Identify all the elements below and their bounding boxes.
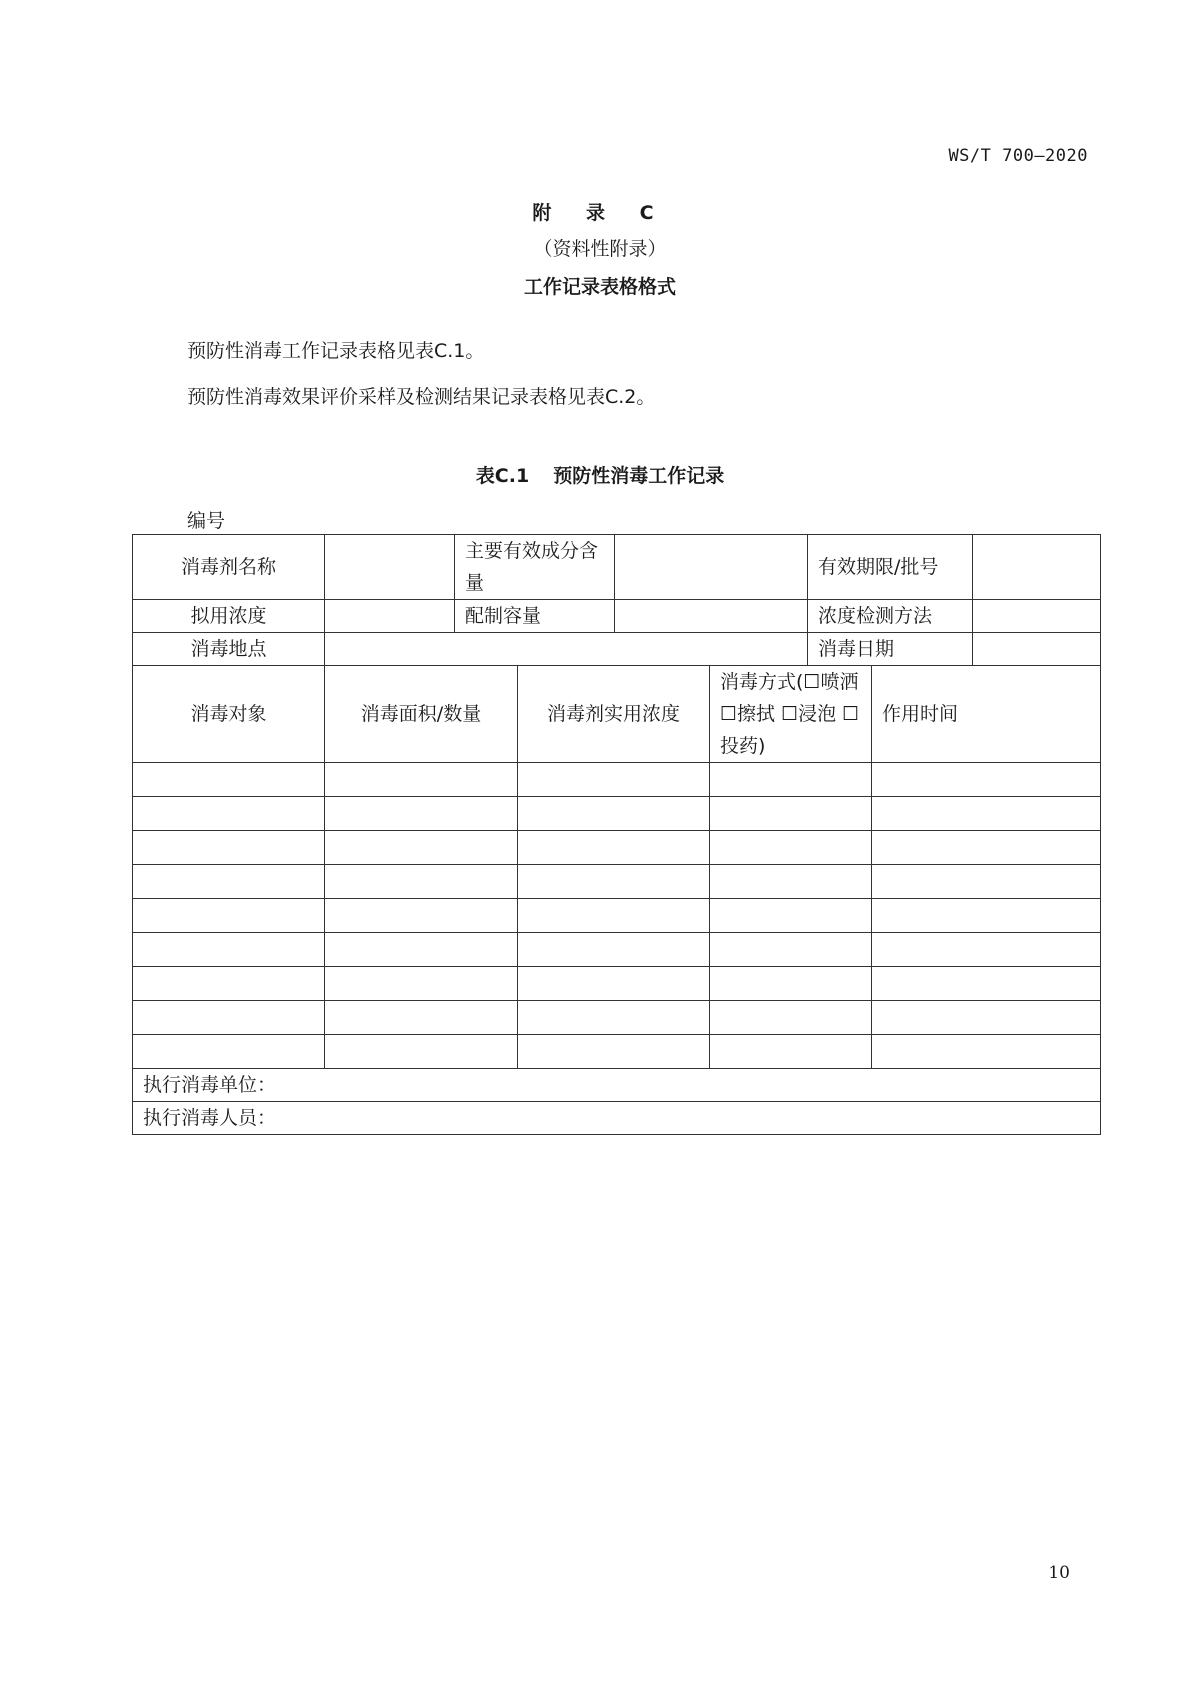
table-cell [325,763,518,797]
table-cell [710,797,872,831]
table-cell [872,797,1101,831]
table-cell [133,1035,325,1069]
table-cell [325,865,518,899]
value-date [973,633,1101,666]
table-row [133,899,1101,933]
paragraph: 预防性消毒工作记录表格见表C.1。 [187,340,485,362]
table-row [133,933,1101,967]
table-row [133,1001,1101,1035]
table-cell [133,933,325,967]
table-row [133,797,1101,831]
col-header-actual-concentration: 消毒剂实用浓度 [518,666,710,763]
serial-number-label: 编号 [187,510,226,532]
col-header-area: 消毒面积/数量 [325,666,518,763]
table-cell [518,763,710,797]
disinfection-record-table [132,534,1101,1135]
paragraph: 预防性消毒效果评价采样及检测结果记录表格见表C.2。 [187,386,656,408]
table-cell [518,865,710,899]
table-cell [325,831,518,865]
table-row [133,967,1101,1001]
appendix-subtitle: （资料性附录） [533,238,667,260]
table-cell [872,865,1101,899]
table-cell [133,1001,325,1035]
table-cell [518,933,710,967]
standard-code: WS/T 700—2020 [948,146,1088,166]
table-cell [518,1001,710,1035]
table-row [133,1102,1101,1135]
table-row [133,633,1101,666]
table-row [133,1035,1101,1069]
table-cell [710,1001,872,1035]
table-header-row [133,666,1101,763]
label-disinfectant-name: 消毒剂名称 [133,535,325,600]
table-cell [325,933,518,967]
footer-unit: 执行消毒单位： [133,1069,1101,1102]
table-cell [872,899,1101,933]
table-cell [133,967,325,1001]
label-date: 消毒日期 [808,633,973,666]
table-cell [518,967,710,1001]
table-cell [710,1035,872,1069]
table-cell [325,967,518,1001]
table-cell [872,763,1101,797]
col-header-object: 消毒对象 [133,666,325,763]
label-prepared-volume: 配制容量 [455,600,615,633]
label-main-ingredient: 主要有效成分含量 [455,535,615,600]
table-row [133,763,1101,797]
value-planned-concentration [325,600,455,633]
table-cell [133,797,325,831]
table-cell [518,831,710,865]
label-validity: 有效期限/批号 [808,535,973,600]
table-cell [710,865,872,899]
table-cell [872,967,1101,1001]
appendix-title: 附 录 C [532,202,668,224]
table-caption-number: 表C.1 [475,465,530,487]
value-location [325,633,808,666]
value-detection-method [973,600,1101,633]
page-number: 10 [1048,1563,1070,1583]
table-cell [710,933,872,967]
table-cell [710,967,872,1001]
label-detection-method: 浓度检测方法 [808,600,973,633]
table-cell [325,1035,518,1069]
value-prepared-volume [615,600,808,633]
table-cell [518,899,710,933]
table-row [133,535,1101,600]
table-cell [872,933,1101,967]
data-rows [133,763,1101,1069]
table-cell [872,1035,1101,1069]
col-header-duration: 作用时间 [872,666,1101,763]
table-cell [325,1001,518,1035]
table-caption [0,461,1200,488]
value-main-ingredient [615,535,808,600]
table-cell [325,797,518,831]
table-row [133,831,1101,865]
label-planned-concentration: 拟用浓度 [133,600,325,633]
table-cell [133,763,325,797]
table-cell [872,831,1101,865]
value-validity [973,535,1101,600]
appendix-name: 工作记录表格格式 [523,276,676,298]
table-caption-title: 预防性消毒工作记录 [553,465,725,487]
table-cell [518,797,710,831]
table-cell [133,865,325,899]
table-cell [133,831,325,865]
value-disinfectant-name [325,535,455,600]
table-row [133,1069,1101,1102]
label-location: 消毒地点 [133,633,325,666]
col-header-method: 消毒方式(☐喷洒☐擦拭 ☐浸泡 ☐投药) [710,666,872,763]
footer-personnel: 执行消毒人员： [133,1102,1101,1135]
table-row [133,865,1101,899]
table-cell [518,1035,710,1069]
table-row [133,600,1101,633]
table-cell [710,763,872,797]
table-cell [710,899,872,933]
table-cell [872,1001,1101,1035]
table-cell [710,831,872,865]
table-cell [325,899,518,933]
table-cell [133,899,325,933]
